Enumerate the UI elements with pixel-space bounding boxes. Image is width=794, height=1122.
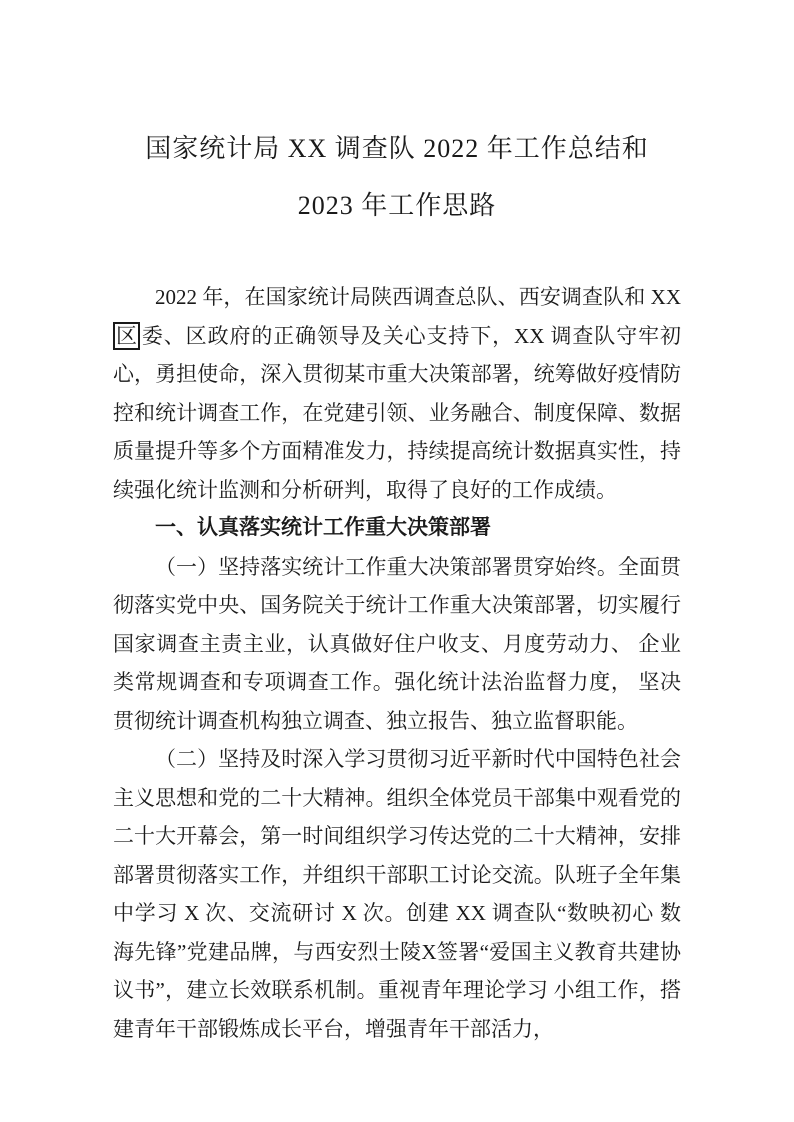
document-title xyxy=(113,120,681,234)
document-title-line-2: 2023 年工作思路 xyxy=(297,191,497,220)
section-heading-1: 一、认真落实统计工作重大决策部署 xyxy=(155,516,491,539)
intro-text-after-boxed-char: 委、区政府的正确领导及关心支持下，XX 调查队守牢初心，勇担使命，深入贯彻某市重大决策部署，统筹做好疫情防控和统计调查工作，在党建引领、业务融合、制度保障、数据质量提升等多个方面精准发力，持续提高统计数据真实性，持续强化统计监测和分析研判，取得了良好的工作成绩。 xyxy=(113,323,681,502)
paragraph-subsection-2: （二）坚持及时深入学习贯彻习近平新时代中国特色社会主义思想和党的二十大精神。组织全体党员干部集中观看党的二十大开幕会，第一时间组织学习传达党的二十大精神，安排部署贯彻落实工作，并组织干部职工讨论交流。队班子全年集中学习 X 次、交流研讨 X 次。创建 XX 调查队“数映初心 数海先锋”党建品牌，与西安烈士陵X签署“爱国主义教育共建协议书”，建立长效联系机制。重视青年理论学习 小组工作，搭建青年干部锻炼成长平台，增强青年干部活力， xyxy=(113,747,681,1041)
paragraph-intro xyxy=(113,278,681,509)
paragraph-subsection-1: （一）坚持落实统计工作重大决策部署贯穿始终。全面贯彻落实党中央、国务院关于统计工作重大决策部署，切实履行国家调查主责主业，认真做好住户收支、月度劳动力、 企业类常规调查和专项调查工作。强化统计法治监督力度， 坚决贯彻统计调查机构独立调查、独立报告、独立监督职能。 xyxy=(113,554,681,733)
intro-text-before-boxed-char: 2022 年，在国家统计局陕西调查总队、西安调查队和 XX xyxy=(155,285,681,309)
boxed-char: 区 xyxy=(113,322,140,350)
document-title-line-1: 国家统计局 XX 调查队 2022 年工作总结和 xyxy=(145,134,649,163)
